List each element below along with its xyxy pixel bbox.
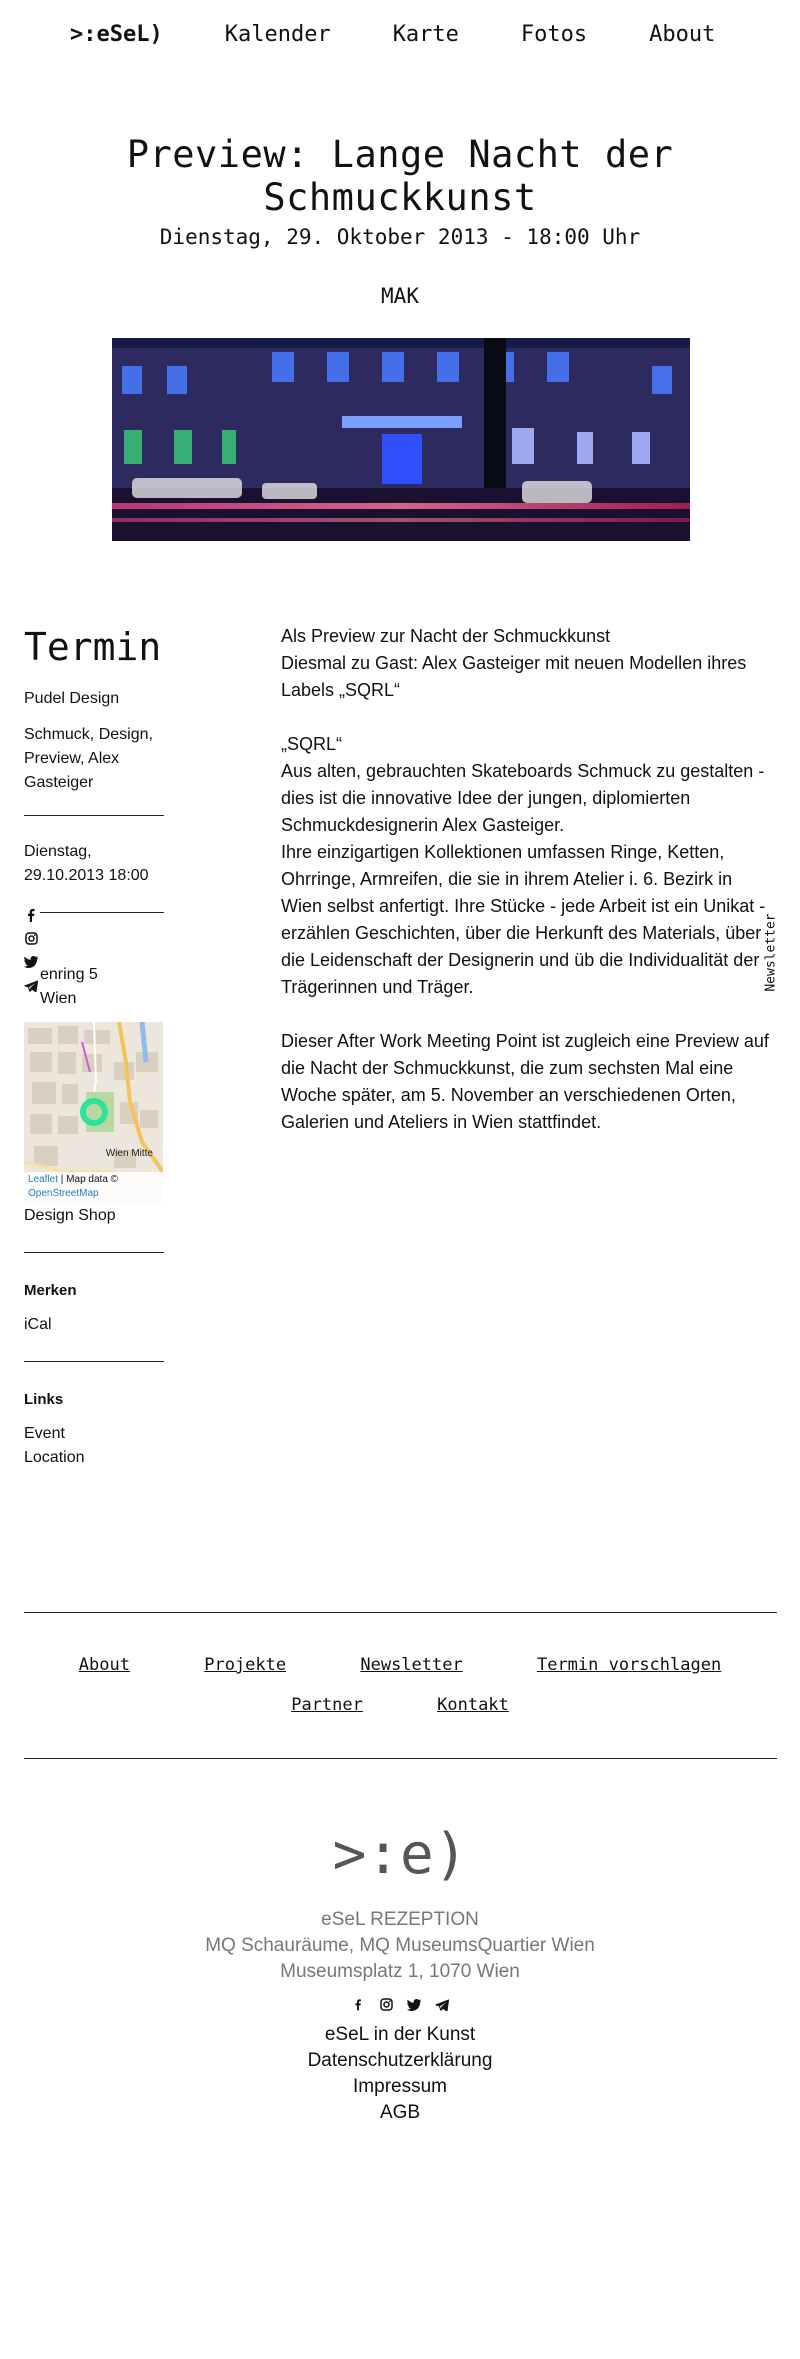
divider: [24, 1252, 164, 1253]
footer-about[interactable]: About: [78, 1655, 130, 1675]
footer-impressum[interactable]: Impressum: [353, 2076, 447, 2097]
footer-divider: [24, 1758, 777, 1759]
nav-fotos[interactable]: Fotos: [520, 22, 588, 47]
event-sidebar: [24, 625, 164, 900]
divider: [24, 815, 164, 816]
footer-logo-mark[interactable]: >:e): [332, 1822, 468, 1887]
footer-partner[interactable]: Partner: [291, 1695, 363, 1715]
footer-nav-row2: [0, 1695, 800, 1715]
footer-projekte[interactable]: Projekte: [204, 1655, 287, 1675]
footer-datenschutz[interactable]: Datenschutzerklärung: [307, 2050, 493, 2071]
divider: [24, 1361, 164, 1362]
guest-line: Diesmal zu Gast: Alex Gasteiger mit neuen Modellen ihres Labels „SQRL“: [281, 653, 747, 700]
divider: [40, 912, 164, 913]
nav-kalender[interactable]: Kalender: [224, 22, 331, 47]
top-navigation: [70, 22, 777, 47]
rezeption-info: [0, 1907, 800, 1985]
location-map[interactable]: [24, 1022, 163, 1202]
footer-kontakt[interactable]: Kontakt: [437, 1695, 509, 1715]
location-link[interactable]: Location: [24, 1449, 85, 1466]
facebook-icon[interactable]: [24, 908, 38, 922]
page-title: Preview: Lange Nacht der Schmuckkunst: [126, 133, 674, 219]
event-hero-image: [112, 338, 690, 541]
map-place-label: Wien Mitte: [105, 1148, 153, 1159]
ical-link[interactable]: iCal: [24, 1316, 52, 1333]
footer-newsletter[interactable]: Newsletter: [360, 1655, 463, 1675]
leaflet-link[interactable]: Leaflet: [28, 1174, 59, 1185]
newsletter-tab-label[interactable]: Newsletter: [763, 913, 779, 992]
footer-divider: [24, 1612, 777, 1613]
idea-text: Aus alten, gebrauchten Skateboards Schmuck zu gestalten - dies ist die innovative Idee der jungen, diplomierten Schmuckdesignerin Alex Gasteiger.: [281, 761, 765, 835]
footer-nav-row1: [0, 1655, 800, 1675]
footer-links: [0, 2022, 800, 2126]
newsletter-tab[interactable]: [756, 905, 784, 995]
map-attribution: [24, 1172, 163, 1202]
event-link[interactable]: Event: [24, 1425, 65, 1442]
event-date: Dienstag, 29. Oktober 2013 - 18:00 Uhr: [159, 225, 641, 249]
instagram-icon[interactable]: [379, 1998, 393, 2014]
instagram-icon[interactable]: [24, 932, 38, 946]
event-datetime: Dienstag, 29.10.2013 18:00: [24, 843, 149, 884]
telegram-icon[interactable]: [435, 1998, 449, 2014]
map-data-text: | Map data ©: [58, 1174, 119, 1185]
label-name: „SQRL“: [281, 734, 343, 754]
event-address: [24, 963, 164, 1011]
merken-label: Merken: [24, 1282, 77, 1299]
tags[interactable]: Schmuck, Design, Preview, Alex Gasteiger: [24, 726, 153, 791]
footer-agb[interactable]: AGB: [379, 2102, 421, 2123]
organizer[interactable]: Pudel Design: [24, 690, 120, 707]
rezeption-address-2: Museumsplatz 1, 1070 Wien: [280, 1961, 520, 1982]
preview-text: Dieser After Work Meeting Point ist zugleich eine Preview auf die Nacht der Schmuckkunst, die zum sechsten Mal eine Woche später, am 5. November an verschiedenen Orten, Galerien und Ateliers in Wien stattfindet.: [281, 1031, 769, 1132]
links-label: Links: [24, 1391, 64, 1408]
address-street: enring 5: [40, 966, 98, 983]
osm-link[interactable]: OpenStreetMap: [28, 1188, 99, 1199]
location-name[interactable]: Design Shop: [24, 1207, 116, 1224]
site-logo[interactable]: >:eSeL): [70, 22, 163, 47]
footer-social: [0, 1998, 800, 2014]
footer-termin-vorschlagen[interactable]: Termin vorschlagen: [536, 1655, 722, 1675]
collection-text: Ihre einzigartigen Kollektionen umfassen Ringe, Ketten, Ohrringe, Armreifen, die sie in ihrem Atelier i. 6. Bezirk in Wien selbst anfertigt. Ihre Stücke - jede Arbeit ist ein Unikat - erzählen Geschichten, über die Herkunft des Materials, über die Leidenschaft der Designerin und üb die Individualität der Trägerinnen und Träger.: [281, 842, 766, 997]
address-city: Wien: [40, 990, 77, 1007]
twitter-icon[interactable]: [407, 1998, 421, 2014]
event-venue[interactable]: MAK: [381, 284, 419, 308]
intro-line: Als Preview zur Nacht der Schmuckkunst: [281, 626, 611, 646]
nav-karte[interactable]: Karte: [392, 22, 459, 47]
facebook-icon[interactable]: [351, 1998, 365, 2014]
footer-esel-in-der-kunst[interactable]: eSeL in der Kunst: [324, 2024, 476, 2045]
event-description: [281, 623, 771, 1163]
rezeption-title: eSeL REZEPTION: [321, 1909, 479, 1930]
sidebar-lower: [24, 1204, 164, 1470]
sidebar-heading: Termin: [24, 625, 162, 669]
nav-about[interactable]: About: [649, 22, 716, 47]
rezeption-address-1: MQ Schauräume, MQ MuseumsQuartier Wien: [205, 1935, 595, 1956]
